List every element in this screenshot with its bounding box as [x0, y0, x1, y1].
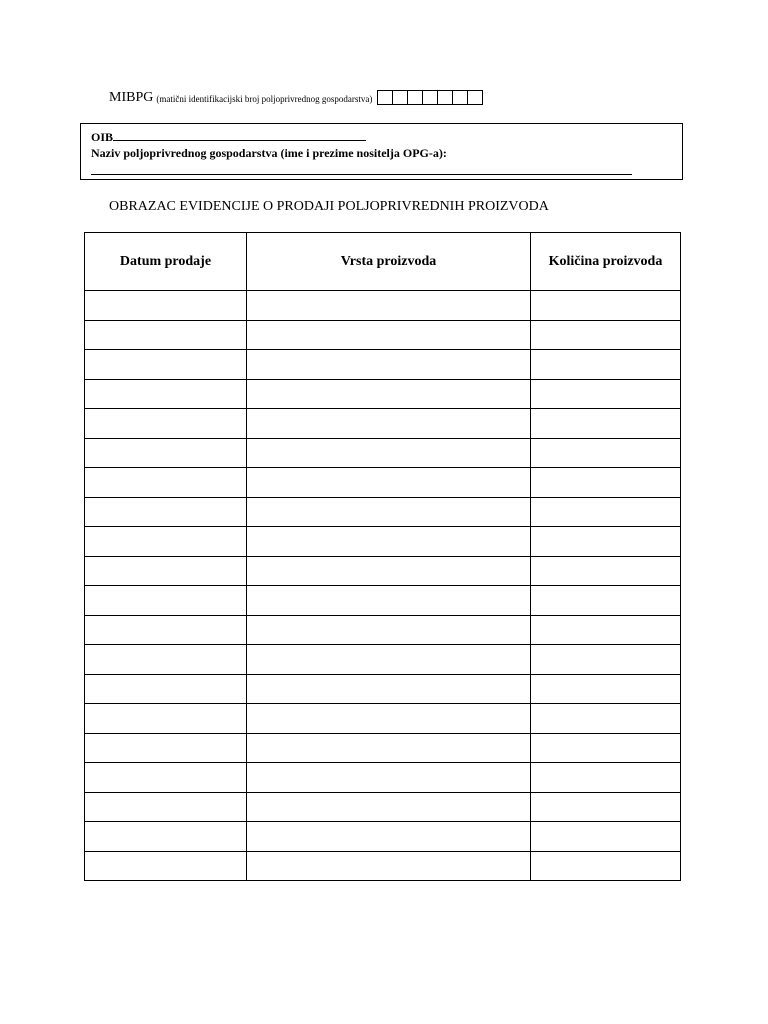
cell-vrsta-proizvoda[interactable] [247, 409, 531, 439]
oib-label: OIB [91, 130, 114, 144]
table-row [85, 763, 681, 793]
cell-datum-prodaje[interactable] [85, 645, 247, 675]
cell-kolicina-proizvoda[interactable] [531, 763, 681, 793]
naziv-label: Naziv poljoprivrednog gospodarstva (ime i prezime nositelja OPG-a): [91, 146, 447, 160]
cell-vrsta-proizvoda[interactable] [247, 792, 531, 822]
cell-datum-prodaje[interactable] [85, 468, 247, 498]
naziv-field[interactable] [91, 174, 632, 175]
table-row [85, 615, 681, 645]
cell-kolicina-proizvoda[interactable] [531, 497, 681, 527]
cell-datum-prodaje[interactable] [85, 674, 247, 704]
cell-datum-prodaje[interactable] [85, 822, 247, 852]
table-row [85, 822, 681, 852]
cell-vrsta-proizvoda[interactable] [247, 615, 531, 645]
cell-datum-prodaje[interactable] [85, 291, 247, 321]
cell-kolicina-proizvoda[interactable] [531, 792, 681, 822]
header-vrsta-proizvoda: Vrsta proizvoda [247, 233, 531, 291]
cell-vrsta-proizvoda[interactable] [247, 497, 531, 527]
cell-kolicina-proizvoda[interactable] [531, 615, 681, 645]
mibpg-digit-box[interactable] [453, 90, 468, 105]
cell-kolicina-proizvoda[interactable] [531, 350, 681, 380]
table-row [85, 733, 681, 763]
mibpg-description: (matični identifikacijski broj poljoprivrednog gospodarstva) [156, 94, 373, 104]
cell-datum-prodaje[interactable] [85, 527, 247, 557]
cell-datum-prodaje[interactable] [85, 733, 247, 763]
oib-field[interactable] [113, 130, 366, 141]
cell-kolicina-proizvoda[interactable] [531, 704, 681, 734]
form-title: OBRAZAC EVIDENCIJE O PRODAJI POLJOPRIVREDNIH PROIZVODA [109, 199, 549, 214]
cell-datum-prodaje[interactable] [85, 851, 247, 881]
cell-vrsta-proizvoda[interactable] [247, 350, 531, 380]
table-row [85, 468, 681, 498]
cell-vrsta-proizvoda[interactable] [247, 763, 531, 793]
cell-datum-prodaje[interactable] [85, 556, 247, 586]
cell-vrsta-proizvoda[interactable] [247, 822, 531, 852]
mibpg-digit-box[interactable] [468, 90, 483, 105]
cell-kolicina-proizvoda[interactable] [531, 556, 681, 586]
table-header-row [85, 233, 681, 291]
cell-kolicina-proizvoda[interactable] [531, 438, 681, 468]
cell-datum-prodaje[interactable] [85, 438, 247, 468]
table-row [85, 438, 681, 468]
cell-kolicina-proizvoda[interactable] [531, 674, 681, 704]
cell-datum-prodaje[interactable] [85, 497, 247, 527]
table-row [85, 645, 681, 675]
table-row [85, 379, 681, 409]
cell-vrsta-proizvoda[interactable] [247, 291, 531, 321]
table-row [85, 291, 681, 321]
cell-vrsta-proizvoda[interactable] [247, 645, 531, 675]
table-body [85, 291, 681, 881]
table-row [85, 320, 681, 350]
cell-datum-prodaje[interactable] [85, 350, 247, 380]
cell-kolicina-proizvoda[interactable] [531, 291, 681, 321]
table-row [85, 586, 681, 616]
mibpg-digit-box[interactable] [423, 90, 438, 105]
mibpg-digit-box[interactable] [438, 90, 453, 105]
cell-vrsta-proizvoda[interactable] [247, 468, 531, 498]
sales-table [84, 232, 681, 881]
cell-kolicina-proizvoda[interactable] [531, 379, 681, 409]
cell-vrsta-proizvoda[interactable] [247, 438, 531, 468]
table-row [85, 851, 681, 881]
cell-kolicina-proizvoda[interactable] [531, 527, 681, 557]
table-row [85, 527, 681, 557]
cell-vrsta-proizvoda[interactable] [247, 733, 531, 763]
cell-vrsta-proizvoda[interactable] [247, 586, 531, 616]
cell-vrsta-proizvoda[interactable] [247, 320, 531, 350]
cell-kolicina-proizvoda[interactable] [531, 822, 681, 852]
table-row [85, 409, 681, 439]
cell-kolicina-proizvoda[interactable] [531, 733, 681, 763]
cell-datum-prodaje[interactable] [85, 763, 247, 793]
cell-datum-prodaje[interactable] [85, 704, 247, 734]
mibpg-digit-box[interactable] [393, 90, 408, 105]
table-row [85, 350, 681, 380]
table-row [85, 792, 681, 822]
cell-vrsta-proizvoda[interactable] [247, 379, 531, 409]
cell-datum-prodaje[interactable] [85, 409, 247, 439]
oib-line [91, 130, 366, 144]
cell-vrsta-proizvoda[interactable] [247, 674, 531, 704]
cell-kolicina-proizvoda[interactable] [531, 586, 681, 616]
cell-kolicina-proizvoda[interactable] [531, 645, 681, 675]
cell-datum-prodaje[interactable] [85, 586, 247, 616]
cell-datum-prodaje[interactable] [85, 379, 247, 409]
naziv-line [91, 146, 447, 160]
header-kolicina-proizvoda: Količina proizvoda [531, 233, 681, 291]
mibpg-digit-box[interactable] [378, 90, 393, 105]
info-box [80, 123, 683, 180]
cell-vrsta-proizvoda[interactable] [247, 851, 531, 881]
table-row [85, 674, 681, 704]
cell-datum-prodaje[interactable] [85, 615, 247, 645]
cell-kolicina-proizvoda[interactable] [531, 468, 681, 498]
cell-kolicina-proizvoda[interactable] [531, 851, 681, 881]
table-row [85, 704, 681, 734]
table-row [85, 497, 681, 527]
cell-vrsta-proizvoda[interactable] [247, 527, 531, 557]
table-row [85, 556, 681, 586]
mibpg-digit-box[interactable] [408, 90, 423, 105]
mibpg-label: MIBPG [109, 90, 154, 105]
cell-vrsta-proizvoda[interactable] [247, 704, 531, 734]
cell-vrsta-proizvoda[interactable] [247, 556, 531, 586]
cell-kolicina-proizvoda[interactable] [531, 409, 681, 439]
cell-datum-prodaje[interactable] [85, 792, 247, 822]
cell-datum-prodaje[interactable] [85, 320, 247, 350]
mibpg-line [109, 86, 483, 106]
header-datum-prodaje: Datum prodaje [85, 233, 247, 291]
mibpg-digit-boxes[interactable] [377, 90, 483, 105]
cell-kolicina-proizvoda[interactable] [531, 320, 681, 350]
